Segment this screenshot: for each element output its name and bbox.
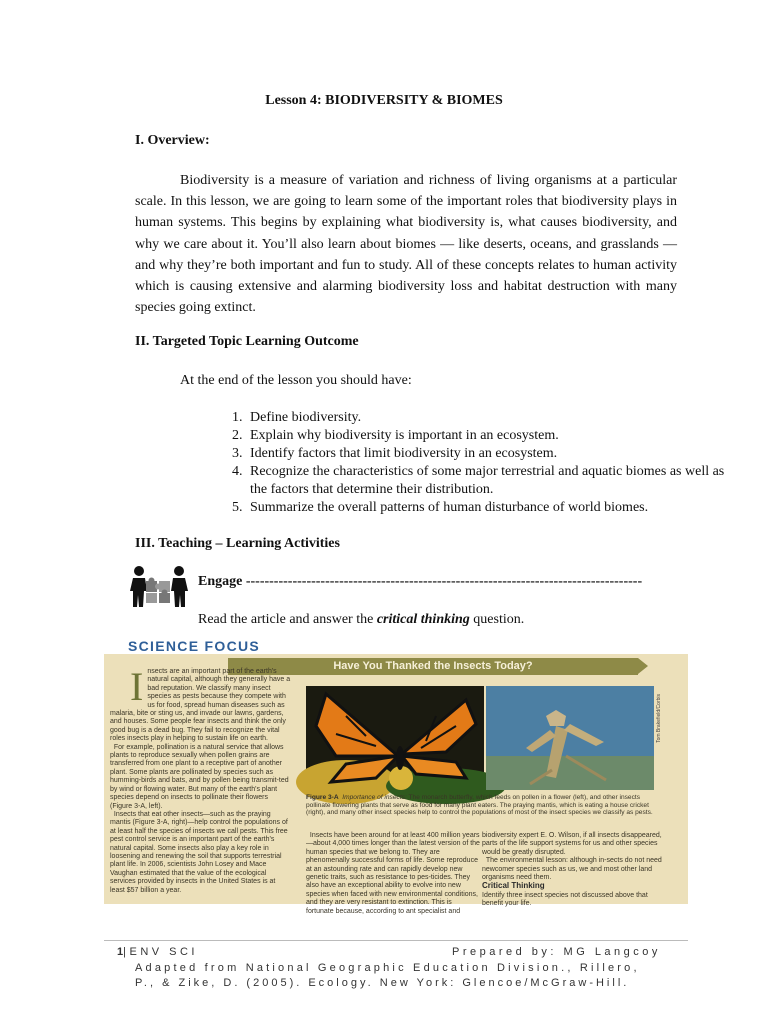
- science-focus-article: [104, 654, 688, 915]
- article-paragraph: nsects are an important part of the earth's natural capital, although they generally have a bad reputation. We classify many insect species as pests because they compete with us for food, spread human diseases such as malaria, bite or sting us, and invade our lawns, gardens, and houses. Some people fear insects and think the only good bug is a dead bug. They fail to recognize the vital roles insects play in helping to sustain life on earth.: [110, 668, 291, 743]
- read-prefix: Read the article and answer the: [198, 612, 377, 627]
- caption-title: Importance of insects:: [342, 794, 407, 801]
- outcome-intro: At the end of the lesson you should have:: [180, 373, 412, 388]
- outcome-heading: II. Targeted Topic Learning Outcome: [135, 334, 359, 349]
- footer-source: Adapted from National Geographic Education Division., Rillero,: [135, 962, 640, 974]
- teamwork-puzzle-icon: [130, 565, 188, 609]
- engage-label: Engage -------------------------------------------------------------------------------------: [198, 574, 643, 589]
- outcome-item: 1. Define biodiversity.: [246, 409, 726, 427]
- article-column-1: [110, 664, 292, 895]
- article-paragraph: biodiversity expert E. O. Wilson, if all insects disappeared, parts of the life support systems for us and other species would be greatly disrupted.: [482, 832, 662, 856]
- article-banner: Have You Thanked the Insects Today?: [228, 658, 638, 675]
- article-paragraph: Insects that eat other insects—such as the praying mantis (Figure 3-A, right)—help control the populations of at least half the species of insects we call pests. This free pest control service is an important part of the earth's natural capital. Some insects also play a key role in loosening and renewing the soil that supports terrestrial plant life. In 2006, scientists John Losey and Mace Vaughan estimated that the value of the ecological services provided by insects in the United States is at least $57 billion a year.: [110, 810, 288, 894]
- figure-caption: [306, 794, 656, 817]
- course-code: |ENV SCI: [123, 946, 198, 958]
- footer-source: P., & Zike, D. (2005). Ecology. New York: Glencoe/McGraw-Hill.: [135, 977, 630, 989]
- article-paragraph: The environmental lesson: although in-sects do not need newcomer species such as us, we and most other land organisms need them.: [482, 857, 662, 882]
- article-paragraph: For example, pollination is a natural service that allows plants to reproduce sexually when pollen grains are transferred from one plant to a receptive part of another plant. Some plants are pollinated by species such as humming-birds and bats, and by pollen being transmit-ted by wind or flowing water. But many of the earth's plant species depend on insects to pollinate their flowers (Figure 3-A, left).: [110, 743, 289, 810]
- critical-thinking-heading: Critical Thinking: [482, 881, 545, 891]
- science-focus-label: SCIENCE FOCUS: [128, 638, 261, 654]
- read-suffix: question.: [469, 612, 525, 627]
- article-column-2: [306, 832, 481, 916]
- banner-arrow: [638, 658, 648, 674]
- outcome-list: [202, 409, 726, 517]
- activities-heading: III. Teaching – Learning Activities: [135, 536, 340, 551]
- outcome-item: 3. Identify factors that limit biodiversity in an ecosystem.: [246, 445, 726, 463]
- overview-paragraph: [135, 170, 677, 318]
- page-number: 1: [117, 946, 124, 958]
- footer-author: Prepared by: MG Langcoy: [452, 946, 661, 958]
- outcome-item: 4. Recognize the characteristics of some major terrestrial and aquatic biomes as well as the factors that determine their distribution.: [246, 463, 726, 499]
- read-instruction: [198, 612, 524, 628]
- critical-thinking-question: Identify three insect species not discussed above that benefit your life.: [482, 891, 648, 908]
- article-column-3: [482, 832, 662, 909]
- monarch-butterfly-photo: [306, 686, 484, 790]
- footer-course: [117, 946, 198, 958]
- overview-heading: I. Overview:: [135, 133, 210, 148]
- footer-divider: [104, 940, 688, 941]
- drop-cap: I: [130, 664, 144, 709]
- overview-text: Biodiversity is a measure of variation and richness of living organisms at a particular scale. In this lesson, we are going to learn some of the important roles that biodiversity plays in human systems. This begins by explaining what biodiversity is, what causes biodiversity, and why we care about it. You’ll also learn about biomes — like deserts, oceans, and grasslands — and why they’re both important and fun to study. All of these concepts relates to human activity which is causing extensive and alarming biodiversity loss and habitat destruction with many species going extinct.: [135, 173, 677, 316]
- outcome-item: 5. Summarize the overall patterns of human disturbance of world biomes.: [246, 499, 726, 517]
- read-emphasis: critical thinking: [376, 612, 470, 627]
- caption-label: Figure 3-A: [306, 794, 339, 801]
- photo-credit: Tom Brakefield/Corbis: [656, 694, 662, 743]
- praying-mantis-photo: [486, 686, 654, 790]
- article-paragraph: Insects have been around for at least 400 million years—about 4,000 times longer than the latest version of the human species that we belong to. They are phenomenally successful forms of life. Some reproduce at an astounding rate and can rapidly develop new genetic traits, such as resistance to pes-ticides. They also have an exceptional ability to evolve into new species when faced with new environmental conditions, and they are very resistant to extinction. This is fortunate because, according to ant specialist and: [306, 832, 480, 915]
- outcome-item: 2. Explain why biodiversity is important in an ecosystem.: [246, 427, 726, 445]
- caption-text: The monarch butterfly, which feeds on pollen in a flower (left), and other insects pollinate flowering plants that serve as food for many plant eaters. The praying mantis, which is eating a house cricket (right), and many other insect species help to control the populations of most of the insect species we classify as pests.: [306, 794, 653, 817]
- lesson-title: Lesson 4: BIODIVERSITY & BIOMES: [265, 93, 503, 108]
